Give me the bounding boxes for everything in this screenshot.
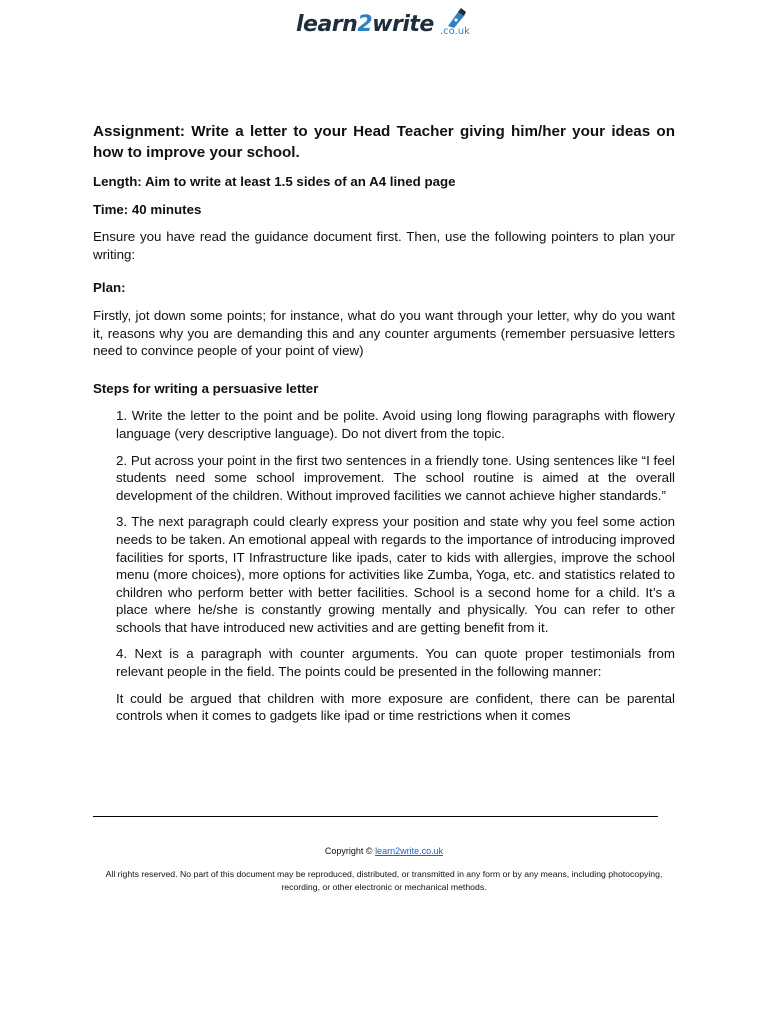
step-item: 2. Put across your point in the first two sentences in a friendly tone. Using sentences like “I feel students need some school improvement. The school routine is aimed at the overall development of the children. Without improved facilities we cannot achieve higher standards.”	[116, 452, 675, 503]
step-item: It could be argued that children with more exposure are confident, there can be parental controls when it comes to gadgets like ipad or time restrictions when it comes	[116, 690, 675, 724]
logo-learn: learn	[296, 12, 358, 37]
logo-domain-suffix: .co.uk	[440, 26, 470, 37]
logo-wordmark	[296, 12, 434, 37]
time-limit: Time: 40 minutes	[93, 201, 202, 217]
logo-write: write	[372, 12, 434, 37]
steps-list	[116, 407, 675, 725]
step-item: 4. Next is a paragraph with counter arguments. You can quote proper testimonials from relevant people in the field. The points could be presented in the following manner:	[116, 646, 675, 680]
step-item: 3. The next paragraph could clearly express your position and state why you feel some action needs to be taken. An emotional appeal with regards to the importance of introducing improved facilities for sports, IT Infrastructure like ipads, cater to kids with allergies, improve the school menu (more choices), more options for activities like Zumba, Yoga, etc. and statistics related to children who perform better with better facilities. School is a second home for a child. It’s a place where he/she is constantly growing mentally and physically. You can refer to other schools that have introduced new activities and are getting benefit from it.	[116, 514, 675, 635]
footer-divider	[93, 816, 658, 817]
brand-logo	[296, 6, 486, 46]
plan-heading: Plan:	[93, 280, 126, 296]
rights-notice: All rights reserved. No part of this document may be reproduced, distributed, or transmitted in any form or by any means, including photocopying, recording, or other electronic or mechanical methods.	[105, 869, 663, 892]
copyright-text: Copyright ©	[324, 846, 373, 856]
logo-two: 2	[357, 12, 373, 37]
document-body	[93, 121, 675, 725]
intro-paragraph: Ensure you have read the guidance document first. Then, use the following pointers to plan your writing:	[93, 229, 675, 262]
copyright-line	[0, 846, 768, 856]
step-item: 1. Write the letter to the point and be polite. Avoid using long flowing paragraphs with flowery language (very descriptive language). Do not divert from the topic.	[116, 408, 675, 441]
plan-paragraph: Firstly, jot down some points; for instance, what do you want through your letter, why do you want it, reasons why you are demanding this and any counter arguments (remember persuasive letters need to convince people of your point of view)	[93, 307, 675, 359]
assignment-title: Assignment: Write a letter to your Head Teacher giving him/her your ideas on how to improve your school.	[93, 123, 675, 161]
copyright-link[interactable]: learn2write.co.uk	[375, 846, 444, 856]
steps-heading: Steps for writing a persuasive letter	[93, 380, 319, 396]
length-requirement: Length: Aim to write at least 1.5 sides of an A4 lined page	[93, 174, 456, 189]
